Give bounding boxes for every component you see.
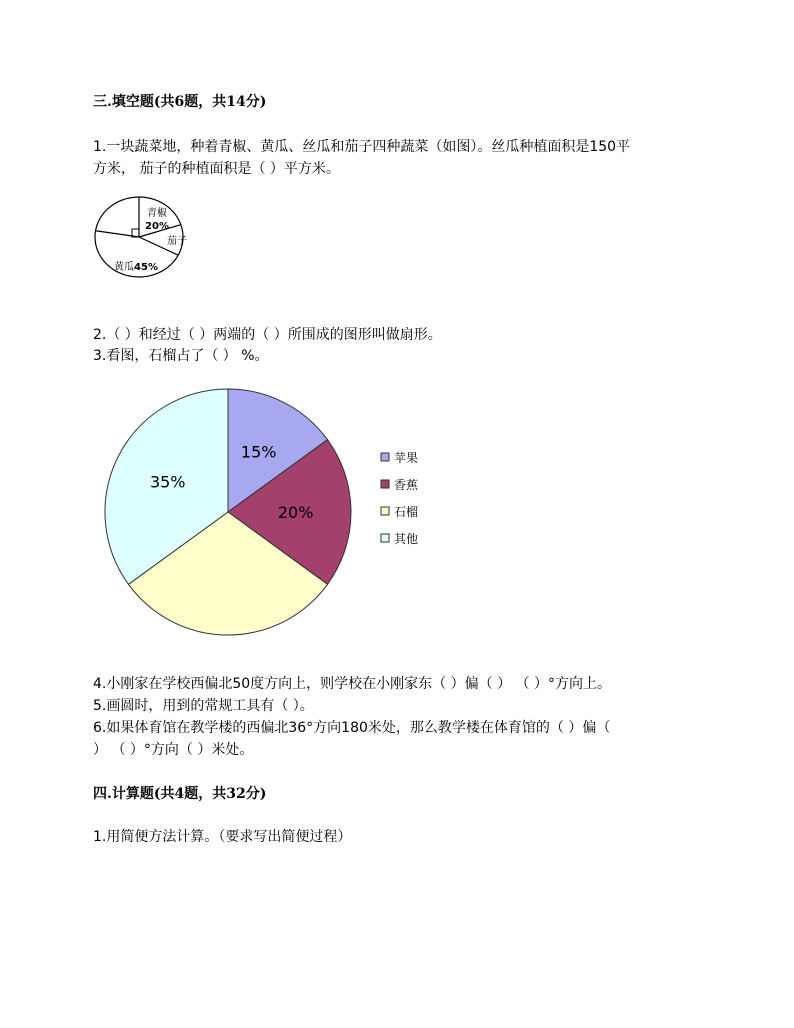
q3-text: 3.看图，石榴占了（ ） %。 [93,348,269,364]
veg-pie-label: 20% [145,221,169,232]
legend-swatch-其他 [381,534,389,542]
q5-text: 5.画圆时，用到的常规工具有（ ）。 [93,698,314,714]
pie-value-label: 15% [240,442,277,462]
legend-label-石榴: 石榴 [394,505,419,519]
q1-text-line1: 1.一块蔬菜地，种着青椒、黄瓜、丝瓜和茄子四种蔬菜（如图）。丝瓜种植面积是150平 [93,139,631,155]
pie-value-label: 35% [149,472,186,492]
q6-text-line2: ） （ ）°方向（ ）米处。 [93,742,254,758]
legend-label-苹果: 苹果 [394,451,419,465]
legend-label-其他: 其他 [394,532,419,546]
section3-heading: 三.填空题(共6题，共14分) [93,94,267,110]
veg-pie-label: 茄子 [167,236,187,247]
legend-label-香蕉: 香蕉 [394,478,419,492]
q2-text: 2.（ ）和经过（ ）两端的（ ）所围成的图形叫做扇形。 [93,327,442,343]
fruit-pie-chart [100,384,460,644]
veg-pie-label: 青椒 [147,208,167,219]
section4-heading: 四.计算题(共4题，共32分) [93,786,267,802]
q6-text-line1: 6.如果体育馆在教学楼的西偏北36°方向180米处，那么教学楼在体育馆的（ ）偏（ [93,720,611,736]
vegetable-pie-chart [90,192,200,292]
legend-swatch-石榴 [381,507,389,515]
section4-q1-text: 1.用简便方法计算。（要求写出简便过程） [93,829,352,845]
pie-value-label: 20% [277,503,314,522]
q4-text: 4.小刚家在学校西偏北50度方向上，则学校在小刚家东（ ）偏（ ） （ ）°方向上。 [93,676,611,692]
veg-pie-label: 黄瓜45% [114,262,158,273]
legend-swatch-苹果 [381,453,389,461]
q1-text-line2: 方米， 茄子的种植面积是（ ）平方米。 [93,161,340,177]
legend-swatch-香蕉 [381,480,389,488]
